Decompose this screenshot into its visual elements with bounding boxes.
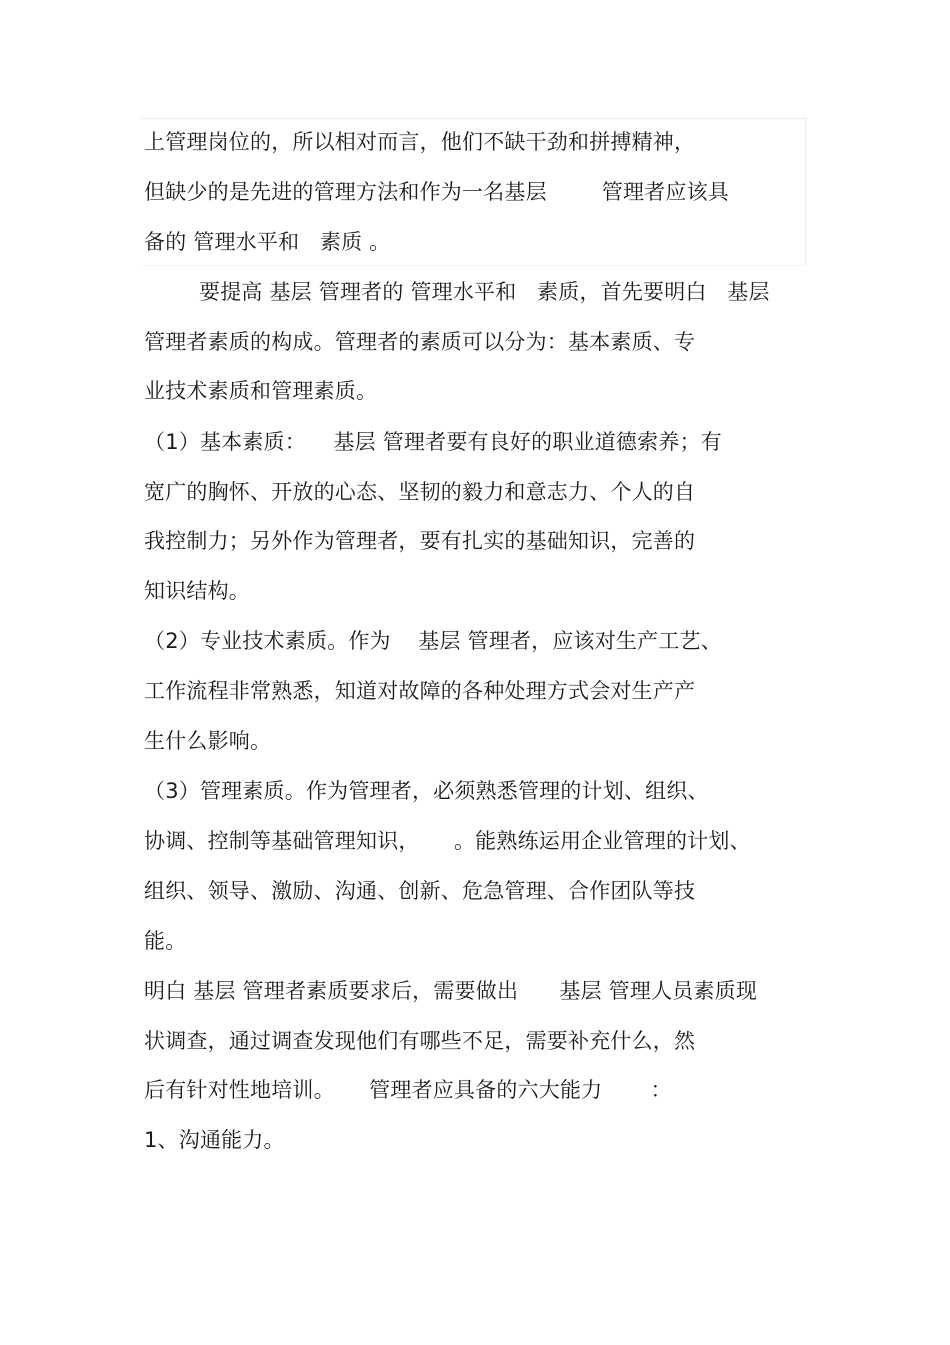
text-line: 1、沟通能力。 <box>144 1128 285 1152</box>
text-line: 协调、控制等基础管理知识， 。能熟练运用企业管理的计划、 <box>144 829 751 853</box>
text-line: 状调查，通过调查发现他们有哪些不足，需要补充什么，然 <box>144 1029 696 1053</box>
text-line: 生什么影响。 <box>144 729 272 753</box>
text-line: 我控制力；另外作为管理者，要有扎实的基础知识，完善的 <box>144 529 696 553</box>
text-line: 后有针对性地培训。 管理者应具备的六大能力 ： <box>144 1078 672 1102</box>
text-line: 但缺少的是先进的管理方法和作为一名基层 管理者应该具 <box>144 180 729 204</box>
text-line: 工作流程非常熟悉，知道对故障的各种处理方式会对生产产 <box>144 679 696 703</box>
text-line: 组织、领导、激励、沟通、创新、危急管理、合作团队等技 <box>144 879 696 903</box>
text-line: （1）基本素质： 基层 管理者要有良好的职业道德索养；有 <box>144 430 722 454</box>
text-line: 明白 基层 管理者素质要求后，需要做出 基层 管理人员素质现 <box>144 979 758 1003</box>
text-line: 上管理岗位的，所以相对而言，他们不缺干劲和拼搏精神， <box>144 130 696 154</box>
text-line: （3）管理素质。作为管理者，必须熟悉管理的计划、组织、 <box>144 779 709 803</box>
text-line: 能。 <box>144 929 187 953</box>
text-line: 要提高 基层 管理者的 管理水平和 素质，首先要明白 基层 <box>144 280 770 304</box>
text-line: 管理者素质的构成。管理者的素质可以分为：基本素质、专 <box>144 330 696 354</box>
text-line: 宽广的胸怀、开放的心态、坚韧的毅力和意志力、个人的自 <box>144 480 696 504</box>
text-line: 业技术素质和管理素质。 <box>144 379 378 403</box>
text-line: （2）专业技术素质。作为 基层 管理者，应该对生产工艺、 <box>144 629 722 653</box>
text-line: 知识结构。 <box>144 579 250 603</box>
text-line: 备的 管理水平和 素质 。 <box>144 230 391 254</box>
